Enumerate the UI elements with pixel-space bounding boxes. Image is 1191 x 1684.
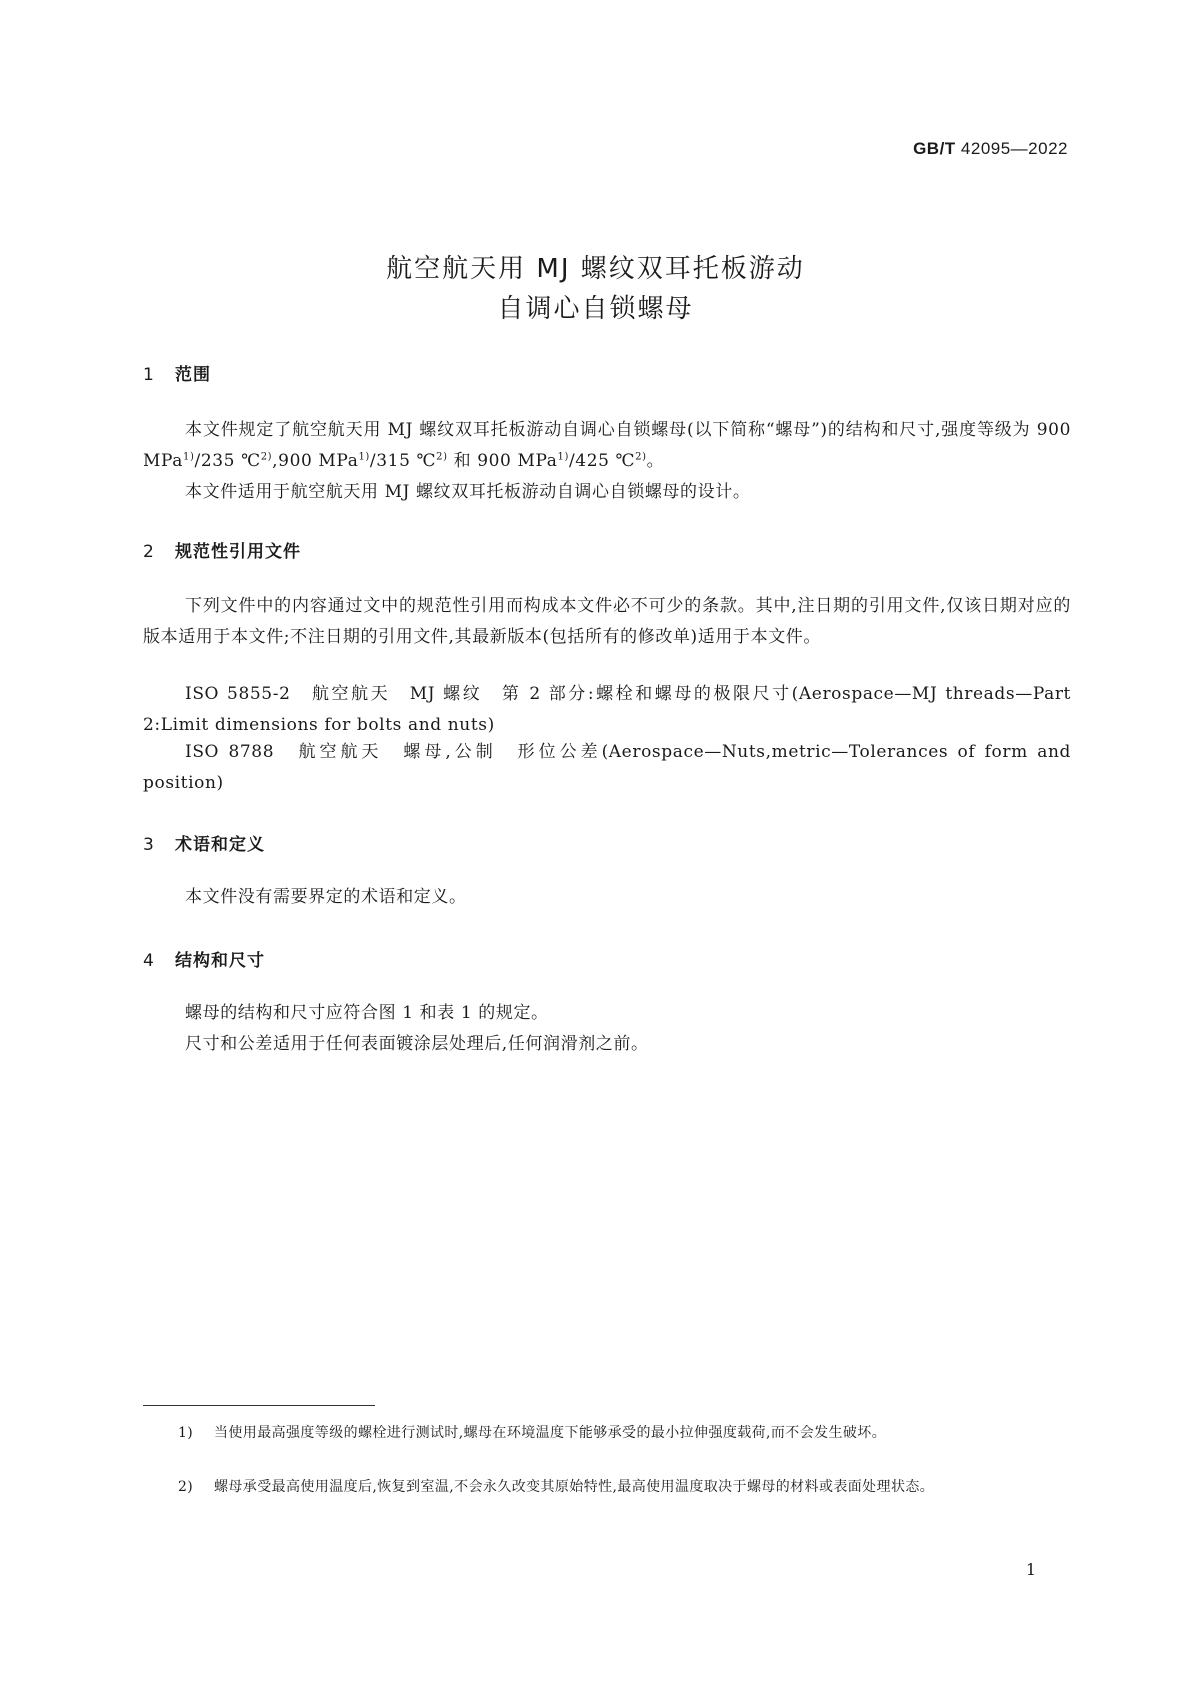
section-2-paragraph-1: 下列文件中的内容通过文中的规范性引用而构成本文件必不可少的条款。其中,注日期的引用文件,仅该日期对应的版本适用于本文件;不注日期的引用文件,其最新版本(包括所有的修改单)适用于本文件。: [143, 596, 1071, 647]
standard-number: [913, 139, 1068, 159]
footnote-1-mark: 1): [178, 1425, 194, 1441]
text-run: 。: [646, 451, 665, 471]
normative-reference-1: ISO 5855-2 航空航天 MJ 螺纹 第 2 部分:螺栓和螺母的极限尺寸(Aerospace—MJ threads—Part 2:Limit dimensions for bolts and nuts): [143, 684, 1071, 735]
text-run: ,900 MPa: [272, 451, 359, 471]
section-1-paragraph-2: 本文件适用于航空航天用 MJ 螺纹双耳托板游动自调心自锁螺母的设计。: [185, 482, 751, 502]
text-run: /235 ℃: [194, 451, 261, 471]
section-4-title: 结构和尺寸: [175, 951, 265, 971]
footnote-ref: 1): [557, 451, 569, 463]
section-4-paragraph-1: 螺母的结构和尺寸应符合图 1 和表 1 的规定。: [185, 1003, 549, 1023]
footnote-2-mark: 2): [178, 1479, 194, 1495]
text-run: /425 ℃: [568, 451, 636, 471]
section-3-paragraph-1: 本文件没有需要界定的术语和定义。: [185, 887, 467, 907]
standard-prefix: GB/T: [913, 139, 956, 158]
section-2-number: 2: [143, 542, 155, 562]
text-run: /315 ℃: [369, 451, 437, 471]
footnote-ref: 1): [183, 451, 195, 463]
section-3-title: 术语和定义: [175, 835, 265, 855]
footnote-1-text: 当使用最高强度等级的螺栓进行测试时,螺母在环境温度下能够承受的最小拉伸强度载荷,而不会发生破坏。: [214, 1425, 887, 1441]
section-2-title: 规范性引用文件: [175, 542, 301, 562]
footnote-ref: 1): [358, 451, 370, 463]
section-4-paragraph-2: 尺寸和公差适用于任何表面镀涂层处理后,任何润滑剂之前。: [185, 1034, 649, 1054]
footnote-1: [178, 1420, 1008, 1446]
document-title-line1: 航空航天用 MJ 螺纹双耳托板游动: [386, 254, 805, 284]
section-1-title: 范围: [175, 365, 211, 385]
footnote-ref: 2): [635, 451, 647, 463]
section-1-heading: [143, 360, 211, 385]
document-title-line2: 自调心自锁螺母: [497, 294, 694, 324]
section-1-paragraph-1: [143, 415, 1071, 477]
text-run: 本文件规定了航空航天用 MJ 螺纹双耳托板游动自调心自锁螺母(以下简称“螺母”)的结构和尺寸,强度等级为 900 MPa: [143, 420, 1071, 471]
normative-reference-2: ISO 8788 航空航天 螺母,公制 形位公差(Aerospace—Nuts,metric—Tolerances of form and position): [143, 742, 1071, 793]
footnote-separator: [143, 1405, 375, 1406]
section-4-number: 4: [143, 951, 155, 971]
section-3-number: 3: [143, 835, 155, 855]
footnote-2-text: 螺母承受最高使用温度后,恢复到室温,不会永久改变其原始特性,最高使用温度取决于螺母的材料或表面处理状态。: [214, 1479, 935, 1495]
section-1-number: 1: [143, 365, 155, 385]
footnote-ref: 2): [436, 451, 448, 463]
section-2-heading: [143, 537, 301, 562]
section-3-heading: [143, 830, 265, 855]
footnote-ref: 2): [260, 451, 273, 463]
section-4-heading: [143, 946, 265, 971]
standard-code: 42095—2022: [960, 139, 1068, 158]
text-run: 和 900 MPa: [447, 451, 558, 471]
page-number: 1: [1025, 1560, 1036, 1579]
footnote-2: [178, 1474, 1008, 1500]
